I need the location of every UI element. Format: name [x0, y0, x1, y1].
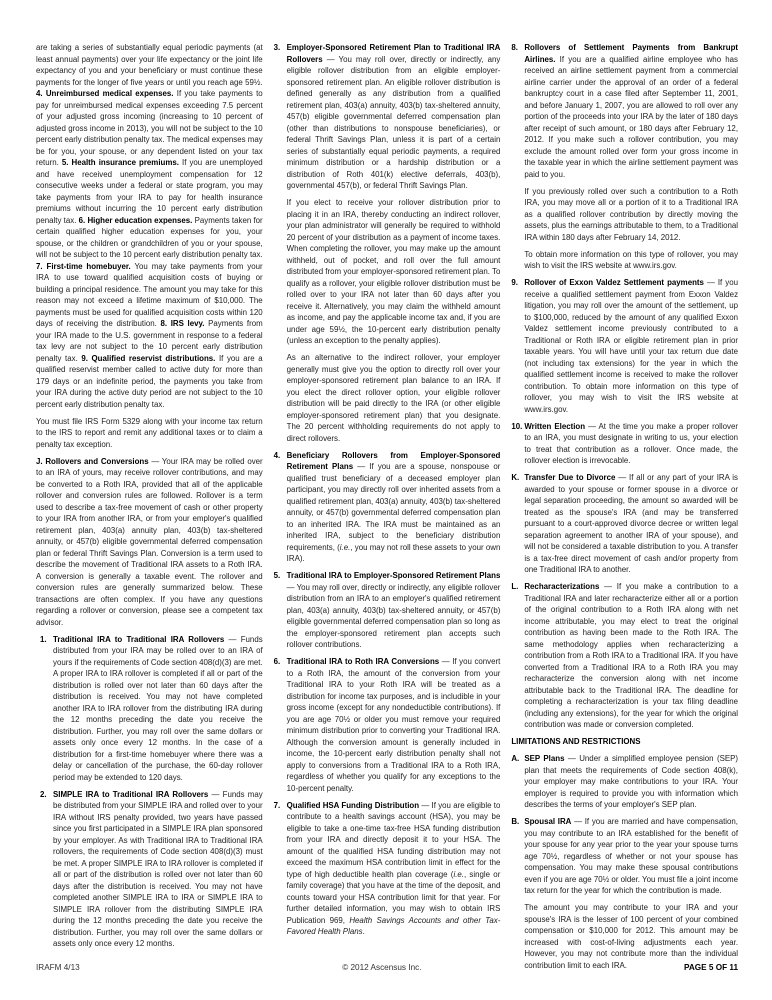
text-columns [36, 42, 738, 971]
bold-text: Traditional IRA to Roth IRA Conversions [286, 657, 440, 666]
bold-text: LIMITATIONS AND RESTRICTIONS [511, 737, 641, 746]
body-text: — Under a simplified employee pension (SEP) plan that meets the requirements of Code section 408(k), your employer may make contributions to your IRA. Your employer is required to provide you with information which describes the terms of your employer's SEP plan. [524, 754, 739, 809]
body-text: Payments from your IRA made to the U.S. government in response to a federal tax levy are not subject to the 10 percent early distribution penalty tax. [36, 319, 263, 363]
bold-text: SEP Plans [524, 754, 565, 763]
body-text: You must file IRS Form 5329 along with your income tax return to the IRS to report and remit any additional taxes or to claim a penalty tax exception. [36, 416, 263, 449]
italic-text: i.e. [453, 869, 464, 879]
bold-text: Rollover of Exxon Valdez Settlement payments [524, 278, 704, 287]
bold-text: Written Election [524, 421, 586, 431]
body-text: , you may not roll these assets to your own IRA). [286, 542, 501, 563]
body-text: — If you convert to a Roth IRA, the amount of the conversion from your Traditional IRA to your Roth IRA will be treated as a distribution for income tax purposes, and is includible in your gross income (except for any nondeductible contributions). If you are age 70½ or older you must remove your required minimum distribution prior to converting your Traditional IRA. Although the conversion amount is generally included in income, the 10-percent early distribution penalty shall not apply to conversions from a Traditional IRA to a Roth IRA, regardless of whether you qualify for any exceptions to the 10-percent penalty. [286, 657, 501, 793]
bold-text: Recharacterizations [524, 582, 600, 591]
item-marker: 1. [40, 634, 47, 644]
bold-text: 9. Qualified reservist distributions. [81, 353, 216, 363]
bold-text: SIMPLE IRA to Traditional IRA Rollovers [53, 789, 209, 799]
bold-text: 6. Higher education expenses. [78, 215, 193, 225]
footer-page-number: PAGE 5 OF 11 [684, 963, 738, 972]
item-marker: 3. [273, 43, 281, 52]
paragraph [36, 456, 263, 629]
body-text: To obtain more information on this type of rollover, you may wish to visit the IRS website at www.irs.gov. [524, 249, 739, 270]
italic-text: i.e. [339, 542, 351, 552]
bold-text: Spousal IRA [524, 817, 572, 826]
bold-text: 5. Health insurance premiums. [61, 158, 179, 167]
item-marker: L. [511, 582, 519, 591]
body-text: If you are unemployed and have received unemployment compensation for 12 consecutive weeks under a federal or state program, you may take payments from your IRA to pay for health insurance premiums without incurring the 10 percent early distribution penalty tax. [36, 158, 263, 225]
item-marker: K. [511, 473, 520, 482]
bold-text: Rollovers of Settlement Payments from Bankrupt Airlines. [524, 43, 739, 64]
body-text: If you previously rolled over such a contribution to a Roth IRA, you may move all or a portion of it to a Traditional IRA as a qualified rollover contribution by directly moving the assets, plus the earnings attributable to them, to a Traditional IRA within 180 days after February 14, 2012. [524, 186, 739, 242]
bold-text: Traditional IRA to Employer-Sponsored Retirement Plans [286, 571, 501, 580]
list-item [274, 42, 501, 192]
body-text: , single or family coverage) that you have at the time of the deposit, and counts toward your HSA contribution limit for that year. For further detailed information, you may wish to obtain IRS Publication 969, [286, 869, 501, 925]
list-item [274, 570, 501, 651]
footer-copyright: © 2012 Ascensus Inc. [342, 963, 422, 972]
list-item [274, 656, 501, 794]
body-text: — If all or any part of your IRA is awarded to your spouse or former spouse in a divorce or legal separation proceeding, the amount so awarded will be treated as the spouse's IRA (and may be transferred pursuant to a court-approved divorce decree or written legal separation agreement to another IRA of your spouse), and will not be considered a taxable distribution to you. A transfer is a tax-free direct movement of cash and/or property from one Traditional IRA to another. [524, 473, 739, 574]
body-text: If you are a qualified reservist member called to active duty for more than 179 days or an indefinite period, the payments you take from your IRA during the active duty period are not subject to the 10 percent early distribution penalty tax. [36, 353, 263, 409]
body-text: — If you are eligible to contribute to a health savings account (HSA), you may be eligible to take a one-time tax-free HSA funding distribution from your IRA and directly deposit it to your HSA. The amount of the qualified HSA funding distribution may not exceed the maximum HSA contribution limit in effect for the type of high deductible health plan coverage ( [286, 800, 501, 879]
text-column-1 [36, 42, 263, 971]
bold-text: J. Rollovers and Conversions [36, 456, 149, 466]
body-text: If you are a qualified airline employee who has received an airline settlement payment from a commercial airline carrier under the approval of an order of a federal bankruptcy court in a case filed after September 11, 2001, and before January 1, 2007, you are allowed to roll over any portion of the proceeds into your IRA by the later of 180 days after receipt of such amount, or 180 days after February 12, 2012. If you make such a rollover contribution, you may exclude the amount rolled over form your gross income in the taxable year in which the airline settlement payment was paid to you. [524, 54, 739, 179]
list-item [274, 800, 501, 938]
item-marker: 4. [273, 450, 281, 460]
text-column-3 [511, 42, 738, 971]
body-text: You may take payments from your IRA to use toward qualified acquisition costs of buying or building a principal residence. The amount you may take for this reason may not exceed a lifetime maximum of $10,000. The payments must be used for qualified acquisition costs within 120 days of receiving the distribution. [36, 261, 263, 328]
page-footer [36, 963, 738, 972]
body-text: — You may roll over, directly or indirectly, any eligible rollover distribution from an IRA to an employer's qualified retirement plan, 403(a) annuity, 403(b) tax-sheltered annuity, or 457(b) eligible governmental deferred compensation plan so long as the employer-sponsored retirement plan accepts such rollover contributions. [286, 582, 501, 649]
bold-text: 4. Unreimbursed medical expenses. [36, 89, 174, 98]
body-text: — If you receive a qualified settlement payment from Exxon Valdez litigation, you may roll over the amount of the settlement, up to $100,000, reduced by the amount of any qualified Exxon Valdez settlement income previously contributed to a Traditional or Roth IRA or eligible retirement plan in prior taxable years. You will have until your tax return due date (not including tax extensions) for the year in which the qualified settlement income is received to make the rollover contribution. To obtain more information on this type of rollover, you may wish to visit the IRS website at www.irs.gov. [524, 278, 739, 414]
body-text: If you take payments to pay for unreimbursed medical expenses exceeding 7.5 percent of your adjusted gross incoming (increasing to 10 percent of adjusted gross income in 2013), you will not be subject to the 10 percent early distribution penalty tax. The medical expenses may be for you, your spouse, or any dependent listed on your tax return. [36, 89, 263, 167]
paragraph [274, 197, 501, 347]
item-marker: 2. [40, 789, 47, 799]
body-text: As an alternative to the indirect rollover, your employer generally must give you the option to directly roll over your employer-sponsored retirement plan balance to an IRA. If you elect the direct rollover option, your eligible rollover distribution will be paid directly to the IRA (or other eligible employer-sponsored retirement plan) that you designate. The 20 percent withholding requirements do not apply to direct rollovers. [286, 353, 501, 443]
body-text: — Funds may be distributed from your SIMPLE IRA and rolled over to your IRA without IRS penalty provided, two years have passed since you first participated in a SIMPLE IRA plan sponsored by your employer. As with Traditional IRA to Traditional IRA rollovers, the requirements of Code section 408(d)(3) must be met. A proper SIMPLE IRA to IRA rollover is completed if all or part of the distribution is rolled over not later than 60 days after the distribution is received. You may not have completed another SIMPLE IRA to IRA or SIMPLE IRA to SIMPLE IRA rollover from the distributing SIMPLE IRA during the 12 months preceding the date you receive the distribution. Further, you may roll over the same dollars or assets only once every 12 months. [53, 789, 263, 948]
item-marker: 7. [273, 800, 281, 810]
item-marker: A. [511, 754, 520, 763]
body-text: — At the time you make a proper rollover to an IRA, you must designate in writing to us, your election to treat that contribution as a rollover. Once made, the rollover election is irrevocable. [524, 421, 739, 465]
body-text: are taking a series of substantially equal periodic payments (at least annual payments) over your life expectancy or the joint life expectancy of you and your beneficiary or must continue these payments for the longer of five years or until you reach age 59½. [36, 43, 263, 87]
paragraph [274, 352, 501, 444]
list-item [511, 472, 738, 576]
body-text: — If you make a contribution to a Traditional IRA and later recharacterize either all or a portion of the original contribution to a Roth IRA along with net income attributable, you may elect to treat the original contribution as having been made to the Roth IRA. The same methodology applies when recharacterizing a contribution from a Roth IRA to a Traditional IRA. If you have converted from a Traditional IRA to a Roth IRA you may recharacterize the conversion along with net income attributable back to the Traditional IRA. The deadline for completing a recharacterization is your tax filing deadline (including any extensions), for the year for which the original contribution was made or conversion completed. [524, 582, 739, 729]
body-text: Payments taken for certain qualified higher education expenses for you, your spouse, or the children or grandchildren of you or your spouse, will not be subject to the 10 percent early distribution penalty tax. [36, 215, 263, 259]
list-item [36, 789, 263, 950]
item-marker: 9. [511, 278, 518, 287]
list-item [511, 277, 738, 415]
paragraph [511, 186, 738, 244]
list-item [36, 634, 263, 784]
body-text: — If you are a spouse, nonspouse or qualified trust beneficiary of a deceased employer plan participant, you may directly roll over inherited assets from a qualified retirement plan, 403(a) annuity, 403(b) tax-sheltered annuity, or 457(b) governmental deferred compensation plan to an inherited IRA. The IRA must be maintained as an inherited IRA, subject to the beneficiary distribution requirements, ( [286, 462, 501, 552]
footer-doc-code: IRAFM 4/13 [36, 963, 80, 972]
paragraph [511, 249, 738, 272]
item-marker: 8. [511, 43, 518, 52]
body-text: — You may roll over, directly or indirectly, any eligible rollover distribution from an eligible employer-sponsored retirement plan. An eligible rollover distribution is defined generally as any distribution from a qualified retirement plan, 403(a) annuity, 403(b) tax-sheltered annuity, 457(b) eligible governmental deferred compensation plan (other than distributions to nonspouse beneficiaries), or federal Thrift Savings Plan, unless it is part of a certain series of substantially equal periodic payments, a required minimum distribution or a hardship distribution or a distribution of Roth 401(k) elective deferrals, 403(b), governmental 457(b), or federal Thrift Savings Plan. [286, 54, 501, 190]
paragraph [511, 902, 738, 971]
body-text: — If you are married and have compensation, you may contribute to an IRA established for the benefit of your spouse for any year prior to the year your spouse turns age 70½, regardless of whether or not your spouse has compensation. You may make these spousal contributions even if you are age 70½ or older. You must file a joint income tax return for the year for which the contribution is made. [524, 817, 739, 895]
text-column-2 [274, 42, 501, 971]
body-text: . [362, 927, 365, 936]
list-item [511, 421, 738, 467]
bold-text: 7. First-time homebuyer. [36, 261, 131, 271]
section-heading-limitations [511, 736, 738, 748]
italic-text: Health Savings Accounts and other Tax-Favored Health Plans [286, 915, 501, 936]
list-item [274, 450, 501, 565]
item-marker: 10. [511, 421, 523, 431]
item-marker: 6. [273, 657, 281, 666]
item-marker: 5. [273, 571, 281, 580]
bold-text: Beneficiary Rollovers from Employer-Sponsored Retirement Plans [286, 450, 501, 471]
item-marker: B. [511, 817, 520, 826]
bold-text: 8. IRS levy. [160, 319, 205, 328]
bold-text: Transfer Due to Divorce [524, 473, 616, 482]
bold-text: Traditional IRA to Traditional IRA Rollovers [53, 634, 225, 644]
bold-text: Qualified HSA Funding Distribution [286, 800, 420, 810]
paragraph [36, 416, 263, 451]
body-text: — Your IRA may be rolled over to an IRA of yours, may receive rollover contributions, and may be converted to a Roth IRA, provided that all of the applicable rollover and conversion rules are followed. Rollover is a term used to describe a tax-free movement of cash or other property to your IRA from another IRA, or from your employer's qualified retirement plan, 403(a) annuity plan, 403(b) tax-sheltered annuity, or 457(b) eligible governmental deferred compensation plan or federal Thrift Savings Plan. Conversion is a term used to describe the movement of Traditional IRA assets to a Roth IRA. A conversion is generally a taxable event. The rollover and conversion rules are generally summarized below. These transactions are often complex. If you have any questions regarding a rollover or conversion, please see a competent tax advisor. [36, 456, 263, 627]
body-text: The amount you may contribute to your IRA and your spouse's IRA is the lesser of 100 percent of your combined compensation or $10,000 for 2012. This amount may be increased with cost-of-living adjustments each year. However, you may not contribute more than the individual contribution limit to each IRA. [524, 903, 739, 970]
body-text: If you elect to receive your rollover distribution prior to placing it in an IRA, thereby conducting an indirect rollover, your plan administrator will generally be required to withhold 20 percent of your distribution as a payment of income taxes. When completing the rollover, you may make up the amount withheld, out of pocket, and roll over the full amount distributed from your employer-sponsored retirement plan. To qualify as a rollover, your eligible rollover distribution must be rolled over to your IRA not later than 60 days after you receive it. Alternatively, you may claim the withheld amount as income, and pay the applicable income tax and, if you are under age 59½, the 10-percent early distribution penalty (unless an exception to the penalty applies). [286, 198, 501, 345]
bold-text: Employer-Sponsored Retirement Plan to Traditional IRA Rollovers [286, 43, 501, 64]
list-item [511, 816, 738, 897]
paragraph [36, 42, 263, 410]
list-item [511, 581, 738, 731]
list-item [511, 42, 738, 180]
list-item [511, 753, 738, 811]
body-text: — Funds distributed from your IRA may be rolled over to an IRA of yours if the requirements of Code section 408(d)(3) are met. A proper IRA to IRA rollover is completed if all or part of the distribution is rolled over not later than 60 days after the distribution is received. You may not have completed another IRA to IRA rollover from the distributing IRA during the 12 months preceding the date you receive the distribution. Further, you may roll over the same dollars or assets only once every 12 months. In the case of a distribution for a first-time homebuyer where there was a delay or cancellation of the purchase, the 60-day rollover period may be extended to 120 days. [53, 634, 263, 782]
